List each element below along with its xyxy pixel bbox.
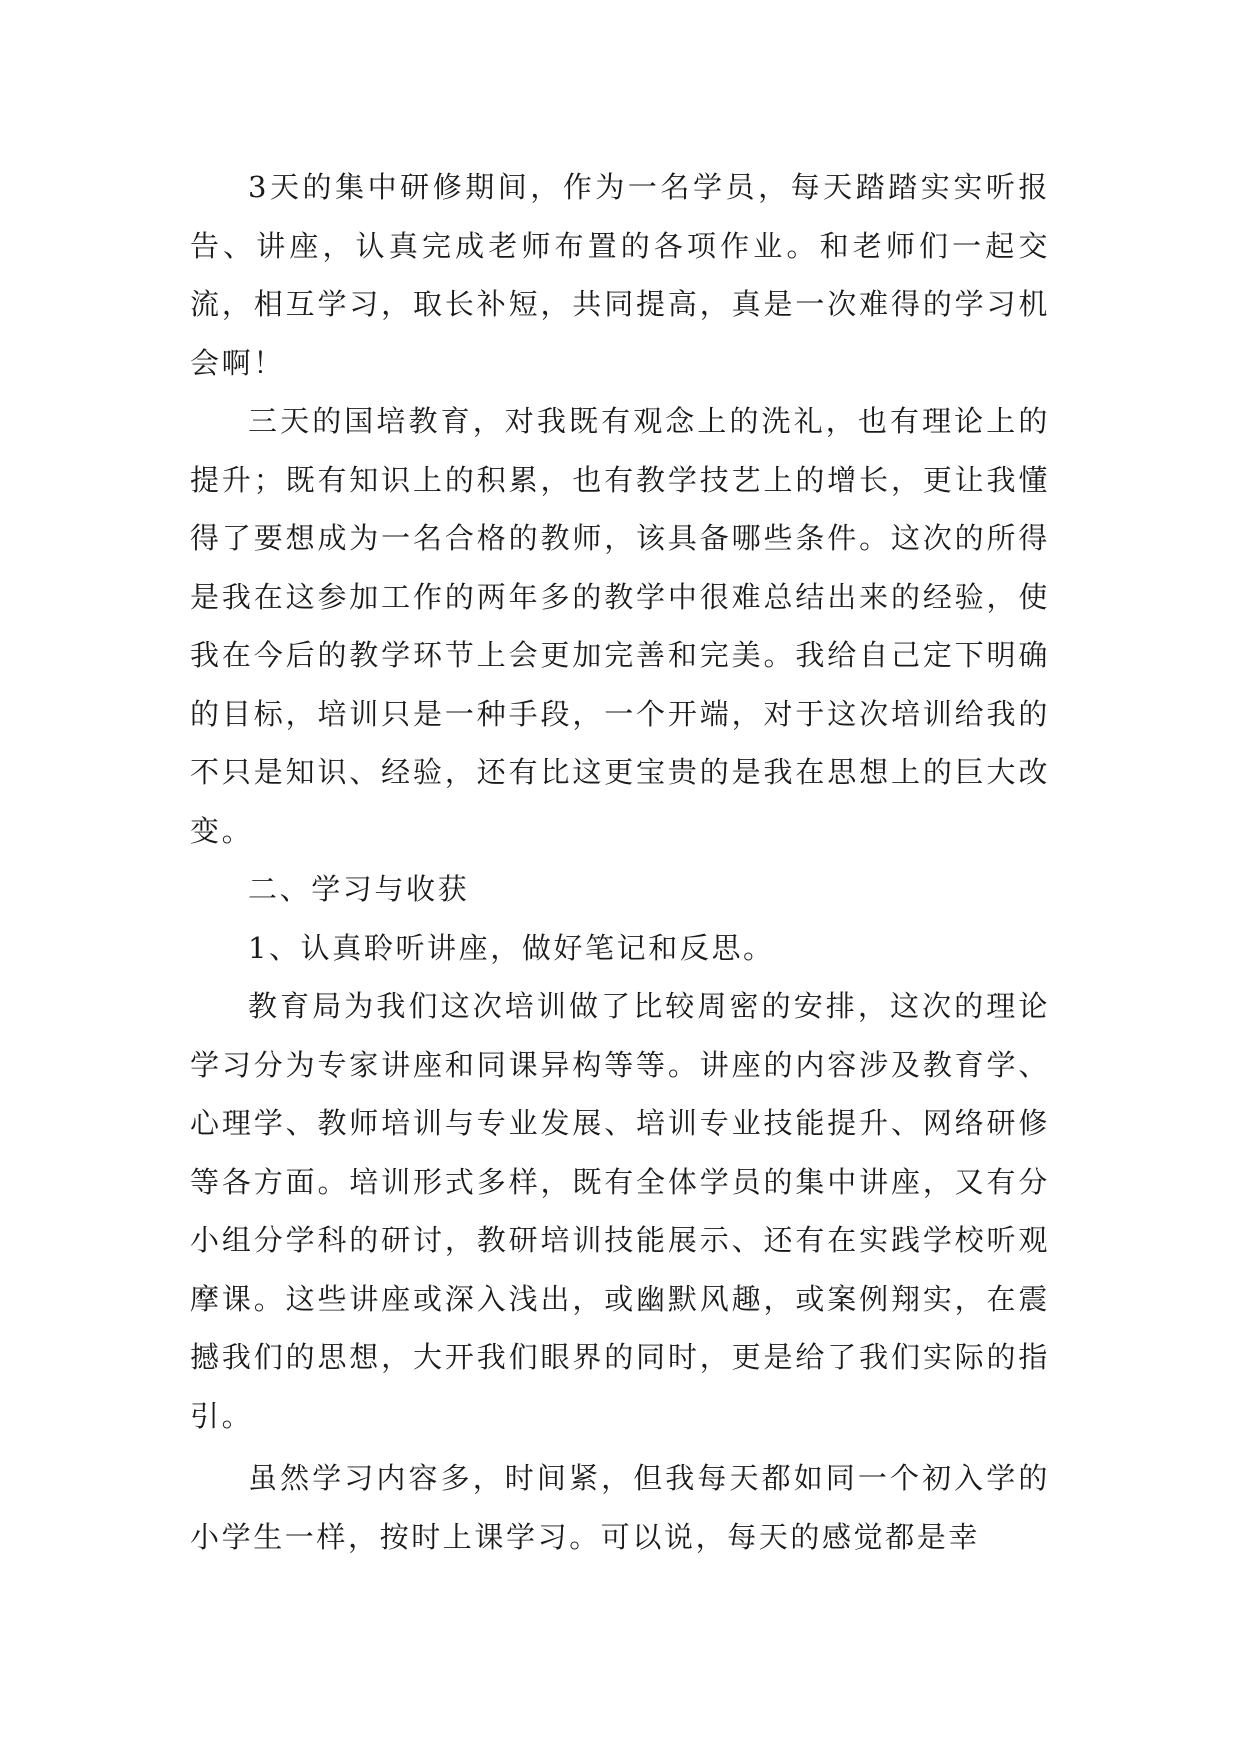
document-body	[190, 158, 1050, 1566]
paragraph-lecture-arrangement: 教育局为我们这次培训做了比较周密的安排，这次的理论学习分为专家讲座和同课异构等等。讲座的内容涉及教育学、心理学、教师培训与专业发展、培训专业技能提升、网络研修等各方面。培训形式多样，既有全体学员的集中讲座，又有分小组分学科的研讨，教研培训技能展示、还有在实践学校听观摩课。这些讲座或深入浅出，或幽默风趣，或案例翔实，在震撼我们的思想，大开我们眼界的同时，更是给了我们实际的指引。	[190, 989, 1050, 1433]
paragraph-daily-study: 虽然学习内容多，时间紧，但我每天都如同一个初入学的小学生一样，按时上课学习。可以说，每天的感觉都是幸	[190, 1461, 1050, 1554]
paragraph-study-period: 3天的集中研修期间，作为一名学员，每天踏踏实实听报告、讲座，认真完成老师布置的各项作业。和老师们一起交流，相互学习，取长补短，共同提高，真是一次难得的学习机会啊！	[190, 170, 1050, 380]
subheading-lectures-notes: 1、认真聆听讲座，做好笔记和反思。	[248, 930, 775, 965]
section-heading-learning-gains: 二、学习与收获	[248, 872, 470, 906]
paragraph-training-reflection: 三天的国培教育，对我既有观念上的洗礼，也有理论上的提升；既有知识上的积累，也有教学技艺上的增长，更让我懂得了要想成为一名合格的教师，该具备哪些条件。这次的所得是我在这参加工作的两年多的教学中很难总结出来的经验，使我在今后的教学环节上会更加完善和完美。我给自己定下明确的目标，培训只是一种手段，一个开端，对于这次培训给我的不只是知识、经验，还有比这更宝贵的是我在思想上的巨大改变。	[190, 404, 1050, 848]
